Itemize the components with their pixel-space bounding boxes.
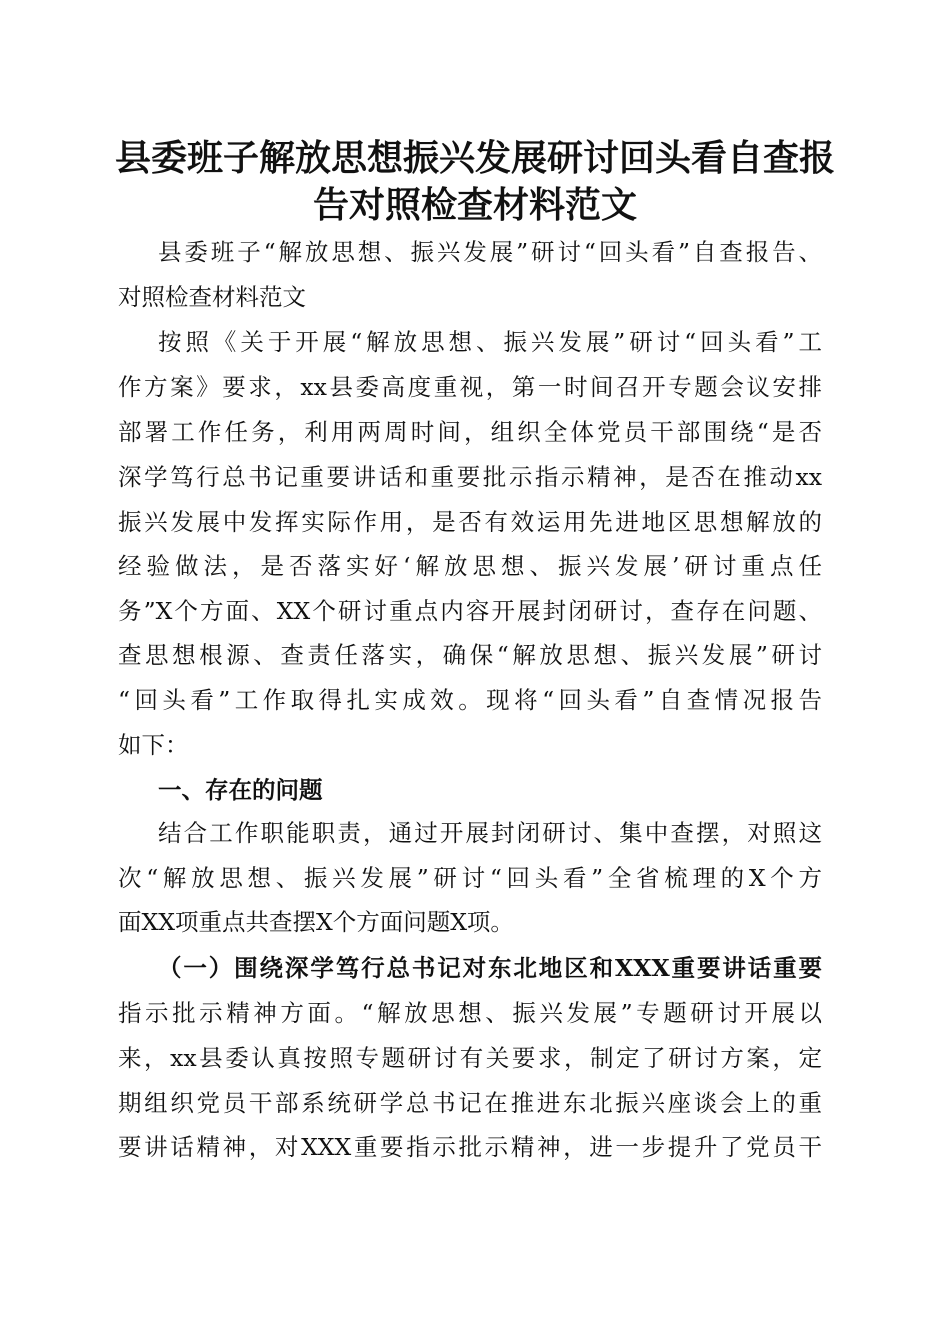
intro-line: 经验做法，是否落实好‘解放思想、振兴发展’研讨重点任: [118, 552, 822, 580]
section-heading: 一、存在的问题: [158, 776, 323, 804]
intro-line: 作方案》要求，xx县委高度重视，第一时间召开专题会议安排: [118, 373, 822, 401]
subtitle-line: 县委班子“解放思想、振兴发展”研讨“回头看”自查报告、: [158, 238, 822, 266]
intro-line: 查思想根源、查责任落实，确保“解放思想、振兴发展”研讨: [118, 641, 822, 669]
subtitle-line: 对照检查材料范文: [118, 283, 306, 311]
section-paragraph-line: 结合工作职能职责，通过开展封闭研讨、集中查摆，对照这: [158, 819, 822, 847]
intro-line: “回头看”工作取得扎实成效。现将“回头看”自查情况报告: [118, 686, 822, 714]
intro-line: 务”X个方面、XX个研讨重点内容开展封闭研讨，查存在问题、: [118, 597, 822, 625]
subsection-line: 期组织党员干部系统研学总书记在推进东北振兴座谈会上的重: [118, 1089, 822, 1117]
subsection-line: 来，xx县委认真按照专题研讨有关要求，制定了研讨方案，定: [118, 1044, 822, 1072]
intro-line: 部署工作任务，利用两周时间，组织全体党员干部围绕“是否: [118, 418, 822, 446]
intro-line: 按照《关于开展“解放思想、振兴发展”研讨“回头看”工: [158, 328, 822, 356]
document-title-line-1: 县委班子解放思想振兴发展研讨回头看自查报: [114, 137, 835, 179]
subsection-line: 指示批示精神方面。“解放思想、振兴发展”专题研讨开展以: [118, 999, 822, 1027]
document-title-line-2: 告对照检查材料范文: [312, 184, 637, 226]
intro-line: 振兴发展中发挥实际作用，是否有效运用先进地区思想解放的: [118, 508, 822, 536]
subsection-line: 要讲话精神，对XXX重要指示批示精神，进一步提升了党员干: [118, 1133, 822, 1161]
intro-line: 深学笃行总书记重要讲话和重要批示指示精神，是否在推动xx: [118, 463, 822, 491]
section-paragraph-line: 次“解放思想、振兴发展”研讨“回头看”全省梳理的X个方: [118, 864, 822, 892]
subsection-line: （一）围绕深学笃行总书记对东北地区和XXX重要讲话重要: [158, 954, 822, 982]
intro-line: 如下：: [118, 731, 189, 759]
section-paragraph-line: 面XX项重点共查摆X个方面问题X项。: [118, 908, 514, 936]
